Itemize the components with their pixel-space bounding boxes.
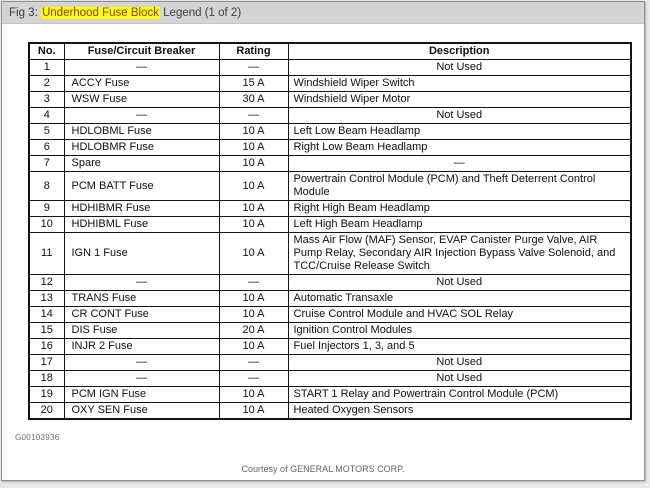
fuse-rating-cell: — (219, 371, 288, 387)
fuse-number-cell: 17 (29, 355, 64, 371)
fuse-description-cell: Not Used (288, 60, 631, 76)
fuse-number-cell: 19 (29, 387, 64, 403)
fuse-rating-cell: — (219, 60, 288, 76)
fuse-rating-cell: 10 A (219, 156, 288, 172)
table-row (29, 156, 631, 172)
fuse-name-cell: TRANS Fuse (64, 291, 219, 307)
table-row (29, 76, 631, 92)
fuse-name-cell: — (64, 275, 219, 291)
fuse-number-cell: 14 (29, 307, 64, 323)
fuse-rating-cell: 10 A (219, 291, 288, 307)
table-row (29, 371, 631, 387)
fuse-description-cell: Left Low Beam Headlamp (288, 124, 631, 140)
table-row (29, 172, 631, 201)
figure-title-bar (2, 2, 644, 24)
fuse-number-cell: 11 (29, 233, 64, 275)
table-body (29, 60, 631, 420)
fuse-number-cell: 1 (29, 60, 64, 76)
fuse-rating-cell: 10 A (219, 140, 288, 156)
fuse-number-cell: 18 (29, 371, 64, 387)
fuse-description-cell: Cruise Control Module and HVAC SOL Relay (288, 307, 631, 323)
fuse-description-cell: Not Used (288, 371, 631, 387)
fuse-number-cell: 7 (29, 156, 64, 172)
table-row (29, 60, 631, 76)
fuse-name-cell: — (64, 355, 219, 371)
fuse-rating-cell: 10 A (219, 124, 288, 140)
fuse-description-cell: START 1 Relay and Powertrain Control Module (PCM) (288, 387, 631, 403)
fuse-description-cell: Powertrain Control Module (PCM) and Theft Deterrent Control Module (288, 172, 631, 201)
fuse-number-cell: 4 (29, 108, 64, 124)
fuse-description-cell: Not Used (288, 355, 631, 371)
table-row (29, 291, 631, 307)
fuse-name-cell: — (64, 108, 219, 124)
col-header-desc: Description (288, 43, 631, 60)
table-row (29, 387, 631, 403)
table-row (29, 355, 631, 371)
table-row (29, 403, 631, 420)
fuse-rating-cell: 10 A (219, 307, 288, 323)
fuse-number-cell: 20 (29, 403, 64, 420)
fuse-description-cell: Right Low Beam Headlamp (288, 140, 631, 156)
fuse-name-cell: HDLOBML Fuse (64, 124, 219, 140)
fuse-rating-cell: — (219, 355, 288, 371)
col-header-fuse: Fuse/Circuit Breaker (64, 43, 219, 60)
fuse-name-cell: HDHIBML Fuse (64, 217, 219, 233)
col-header-rating: Rating (219, 43, 288, 60)
fuse-number-cell: 12 (29, 275, 64, 291)
fuse-rating-cell: 10 A (219, 217, 288, 233)
fuse-rating-cell: 10 A (219, 387, 288, 403)
fuse-number-cell: 15 (29, 323, 64, 339)
fuse-rating-cell: 10 A (219, 201, 288, 217)
fuse-number-cell: 13 (29, 291, 64, 307)
table-row (29, 275, 631, 291)
fuse-rating-cell: 10 A (219, 339, 288, 355)
fuse-rating-cell: 10 A (219, 172, 288, 201)
table-row (29, 108, 631, 124)
figure-label: Fig 3: (9, 6, 41, 19)
fuse-number-cell: 9 (29, 201, 64, 217)
fuse-name-cell: CR CONT Fuse (64, 307, 219, 323)
fuse-description-cell: Heated Oxygen Sensors (288, 403, 631, 420)
table-row (29, 140, 631, 156)
figure-title-suffix: Legend (1 of 2) (159, 6, 242, 19)
fuse-description-cell: Not Used (288, 275, 631, 291)
fuse-rating-cell: 10 A (219, 233, 288, 275)
fuse-rating-cell: 30 A (219, 92, 288, 108)
col-header-no: No. (29, 43, 64, 60)
fuse-description-cell: Mass Air Flow (MAF) Sensor, EVAP Canister Purge Valve, AIR Pump Relay, Secondary AIR Injection Bypass Valve Solenoid, and TCC/Cruise Release Switch (288, 233, 631, 275)
fuse-legend-table (28, 42, 632, 420)
fuse-description-cell: Not Used (288, 108, 631, 124)
fuse-description-cell: Right High Beam Headlamp (288, 201, 631, 217)
fuse-description-cell: Ignition Control Modules (288, 323, 631, 339)
fuse-description-cell: Windshield Wiper Motor (288, 92, 631, 108)
table-header-row (29, 43, 631, 60)
fuse-name-cell: PCM BATT Fuse (64, 172, 219, 201)
fuse-name-cell: Spare (64, 156, 219, 172)
fuse-number-cell: 16 (29, 339, 64, 355)
table-row (29, 323, 631, 339)
fuse-rating-cell: — (219, 108, 288, 124)
fuse-rating-cell: — (219, 275, 288, 291)
fuse-description-cell: Automatic Transaxle (288, 291, 631, 307)
table-row (29, 201, 631, 217)
search-highlighted-text: Underhood Fuse Block (41, 6, 159, 19)
figure-page (1, 1, 645, 481)
fuse-name-cell: DIS Fuse (64, 323, 219, 339)
fuse-name-cell: INJR 2 Fuse (64, 339, 219, 355)
table-row (29, 124, 631, 140)
courtesy-credit: Courtesy of GENERAL MOTORS CORP. (241, 464, 405, 474)
fuse-number-cell: 5 (29, 124, 64, 140)
fuse-name-cell: — (64, 60, 219, 76)
fuse-number-cell: 2 (29, 76, 64, 92)
fuse-number-cell: 6 (29, 140, 64, 156)
table-row (29, 217, 631, 233)
fuse-description-cell: Fuel Injectors 1, 3, and 5 (288, 339, 631, 355)
fuse-rating-cell: 20 A (219, 323, 288, 339)
fuse-description-cell: Left High Beam Headlamp (288, 217, 631, 233)
table-row (29, 339, 631, 355)
table-row (29, 307, 631, 323)
figure-code: G00103936 (15, 433, 60, 442)
fuse-number-cell: 8 (29, 172, 64, 201)
fuse-name-cell: OXY SEN Fuse (64, 403, 219, 420)
fuse-rating-cell: 10 A (219, 403, 288, 420)
fuse-name-cell: PCM IGN Fuse (64, 387, 219, 403)
fuse-description-cell: — (288, 156, 631, 172)
fuse-rating-cell: 15 A (219, 76, 288, 92)
fuse-description-cell: Windshield Wiper Switch (288, 76, 631, 92)
fuse-number-cell: 3 (29, 92, 64, 108)
fuse-name-cell: — (64, 371, 219, 387)
fuse-name-cell: IGN 1 Fuse (64, 233, 219, 275)
fuse-name-cell: HDLOBMR Fuse (64, 140, 219, 156)
fuse-number-cell: 10 (29, 217, 64, 233)
table-row (29, 92, 631, 108)
table-row (29, 233, 631, 275)
fuse-name-cell: ACCY Fuse (64, 76, 219, 92)
fuse-name-cell: HDHIBMR Fuse (64, 201, 219, 217)
fuse-name-cell: WSW Fuse (64, 92, 219, 108)
